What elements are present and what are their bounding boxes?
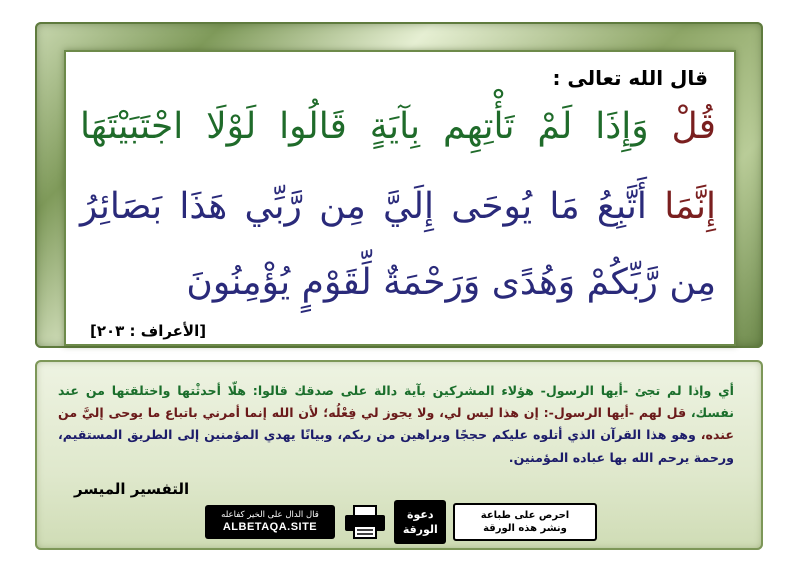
tafsir-text bbox=[58, 380, 734, 469]
print-prompt-line-1: احرص على طباعة bbox=[480, 510, 570, 521]
logo-line-1: دعوة bbox=[407, 508, 434, 521]
logo-line-2: الورقة bbox=[402, 523, 438, 536]
verse-line-2 bbox=[80, 186, 716, 227]
verse-line-1 bbox=[80, 106, 716, 147]
tafsir-part-3: وهو هذا القرآن الذي أتلوه عليكم حججًا وبراهين من ربكم، وبيانًا يهدي المؤمنين إلى الطريق المستقيم، ورحمة يرحم الله بها عباده المؤمنين. bbox=[58, 427, 734, 465]
verse-word-innama: إِنَّمَا bbox=[664, 186, 716, 227]
verse-reference: [الأعراف : ٢٠٣] bbox=[90, 322, 207, 340]
verse-line-1-text: وَإِذَا لَمْ تَأْتِهِم بِآيَةٍ قَالُوا لَوْلَا اجْتَبَيْتَهَا bbox=[80, 106, 649, 147]
printer-icon bbox=[342, 504, 388, 540]
tafsir-part-1: أي وإذا لم تجئ -أيها الرسول- هؤلاء المشركين بآية دالة على صدقك قالوا: هلّا أحدثْتها واختلقتها من عند نفسك، bbox=[58, 383, 734, 421]
verse-word-qul: قُلْ bbox=[671, 106, 716, 147]
print-prompt-line-2: ونشر هذه الورقة bbox=[483, 523, 567, 534]
site-url[interactable]: ALBETAQA.SITE bbox=[222, 521, 318, 533]
dawah-logo bbox=[394, 500, 446, 544]
print-prompt-box bbox=[453, 503, 597, 541]
verse-line-2-text: أَتَّبِعُ مَا يُوحَى إِلَيَّ مِن رَّبِّي هَذَا بَصَائِرُ bbox=[80, 186, 647, 227]
tafsir-part-2: قل لهم -أيها الرسول-: إن هذا ليس لي، ولا يجوز لي فِعْلُه؛ لأن الله إنما أمرني باتباع ما يوحى إليَّ من عنده، bbox=[58, 405, 734, 443]
verse-line-3: مِن رَّبِّكُمْ وَهُدًى وَرَحْمَةٌ لِّقَوْمٍ يُؤْمِنُونَ bbox=[186, 262, 716, 303]
tafsir-source: التفسير الميسر bbox=[74, 480, 190, 498]
verse-heading: قال الله تعالى : bbox=[552, 66, 708, 90]
site-box[interactable] bbox=[205, 505, 335, 539]
footer-bar bbox=[205, 498, 597, 546]
site-caption: قال الدال على الخير كفاعله bbox=[221, 510, 319, 520]
